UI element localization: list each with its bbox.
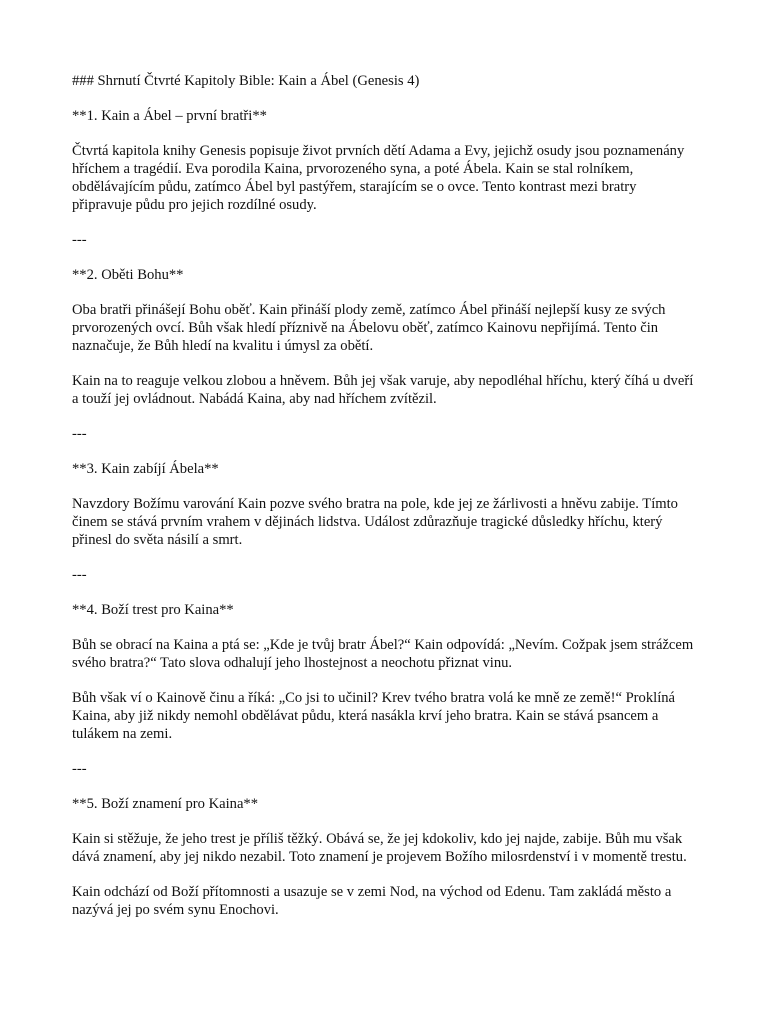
section-4-heading: **4. Boží trest pro Kaina** <box>72 602 234 618</box>
section-2-separator: --- <box>72 426 87 442</box>
section-1-separator: --- <box>72 232 87 248</box>
section-2-paragraph-1: Oba bratři přinášejí Bohu oběť. Kain přináší plody země, zatímco Ábel přináší nejlepší kusy ze svých prvorozených ovcí. Bůh však hledí příznivě na Ábelovu oběť, zatímco Kainovu nepřijímá. Tento čin naznačuje, že Bůh hledí na kvalitu i úmysl za obětí. <box>72 302 666 354</box>
section-5-paragraph-1: Kain si stěžuje, že jeho trest je příliš těžký. Obává se, že jej kdokoliv, kdo jej najde, zabije. Bůh mu však dává znamení, aby jej nikdo nezabil. Toto znamení je projevem Božího milosrdenství i v momentě trestu. <box>72 831 687 865</box>
section-1-paragraph-1: Čtvrtá kapitola knihy Genesis popisuje život prvních dětí Adama a Evy, jejichž osudy jsou poznamenány hříchem a tragédií. Eva porodila Kaina, prvorozeného syna, a poté Ábela. Kain se stal rolníkem, obdělávajícím půdu, zatímco Ábel byl pastýřem, starajícím se o ovce. Tento kontrast mezi bratry připravuje půdu pro jejich rozdílné osudy. <box>72 143 685 213</box>
section-5-heading: **5. Boží znamení pro Kaina** <box>72 796 259 812</box>
section-2-paragraph-2: Kain na to reaguje velkou zlobou a hněvem. Bůh jej však varuje, aby nepodléhal hříchu, který číhá u dveří a touží jej ovládnout. Nabádá Kaina, aby nad hříchem zvítězil. <box>72 373 694 407</box>
section-3-separator: --- <box>72 567 87 583</box>
document-page <box>72 72 700 936</box>
section-4-paragraph-2: Bůh však ví o Kainově činu a říká: „Co jsi to učinil? Krev tvého bratra volá ke mně ze země!“ Proklíná Kaina, aby již nikdy nemohl obdělávat půdu, která nasákla krví jeho bratra. Kain se stává psancem a tulákem na zemi. <box>72 690 676 742</box>
section-3-paragraph-1: Navzdory Božímu varování Kain pozve svého bratra na pole, kde jej ze žárlivosti a hněvu zabije. Tímto činem se stává prvním vrahem v dějinách lidstva. Událost zdůrazňuje tragické důsledky hříchu, který přinesl do světa násilí a smrt. <box>72 496 678 548</box>
section-4-separator: --- <box>72 761 87 777</box>
section-4-paragraph-1: Bůh se obrací na Kaina a ptá se: „Kde je tvůj bratr Ábel?“ Kain odpovídá: „Nevím. Cožpak jsem strážcem svého bratra?“ Tato slova odhalují jeho lhostejnost a neochotu přiznat vinu. <box>72 637 694 671</box>
document-title: ### Shrnutí Čtvrté Kapitoly Bible: Kain a Ábel (Genesis 4) <box>72 73 420 89</box>
section-3-heading: **3. Kain zabíjí Ábela** <box>72 461 219 477</box>
section-5-paragraph-2: Kain odchází od Boží přítomnosti a usazuje se v zemi Nod, na východ od Edenu. Tam zakládá město a nazývá jej po svém synu Enochovi. <box>72 884 672 918</box>
section-1-heading: **1. Kain a Ábel – první bratři** <box>72 108 267 124</box>
section-2-heading: **2. Oběti Bohu** <box>72 267 184 283</box>
